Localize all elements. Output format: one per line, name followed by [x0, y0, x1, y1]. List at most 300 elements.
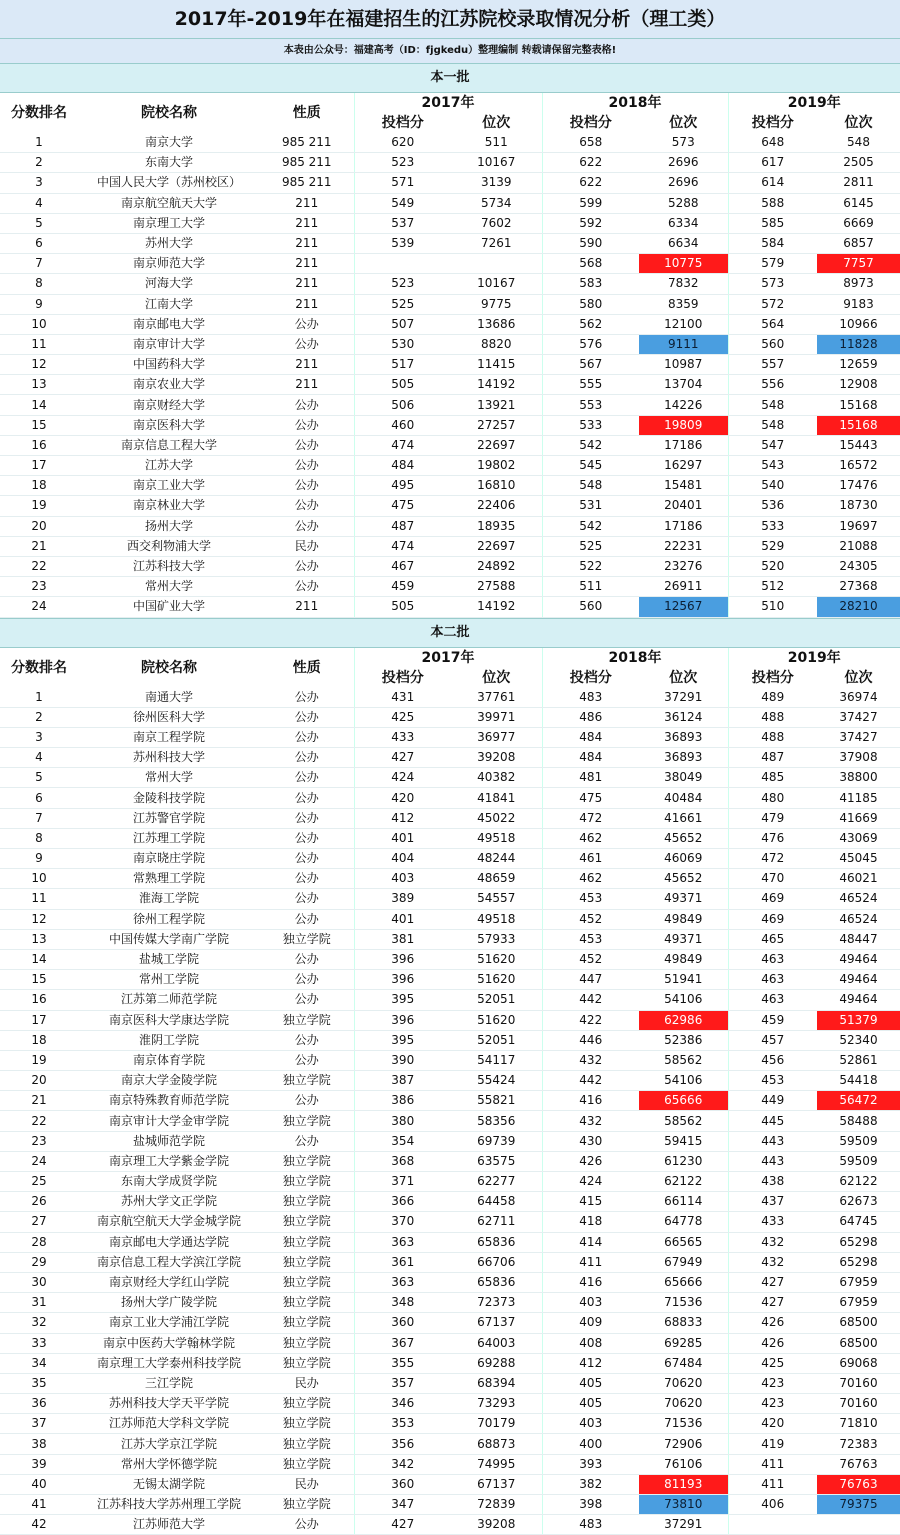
- table-row: [0, 1454, 900, 1474]
- school-name-cell: 苏州大学文正学院: [78, 1192, 260, 1212]
- score-2019-cell: 533: [728, 516, 817, 536]
- school-type-cell: 211: [260, 355, 354, 375]
- position-2019-cell: 2505: [817, 153, 900, 173]
- score-2017-cell: 403: [354, 869, 451, 889]
- position-2017-cell: 37761: [451, 688, 542, 708]
- rank-cell: 5: [0, 768, 78, 788]
- score-2019-cell: 406: [728, 1495, 817, 1515]
- score-2018-cell: 542: [542, 516, 639, 536]
- position-2019-cell: 17476: [817, 476, 900, 496]
- school-name-cell: 盐城师范学院: [78, 1131, 260, 1151]
- score-2017-cell: 357: [354, 1373, 451, 1393]
- score-2018-cell: 452: [542, 949, 639, 969]
- score-2017-cell: 525: [354, 294, 451, 314]
- table-row: [0, 1252, 900, 1272]
- rank-cell: 18: [0, 476, 78, 496]
- score-2018-cell: 442: [542, 990, 639, 1010]
- table-row: [0, 808, 900, 828]
- position-2018-cell: 68833: [639, 1313, 728, 1333]
- section-title: 本一批: [0, 64, 900, 93]
- school-type-cell: 独立学院: [260, 1353, 354, 1373]
- score-2018-cell: 430: [542, 1131, 639, 1151]
- position-2018-cell: 10775: [639, 254, 728, 274]
- school-type-cell: 独立学院: [260, 1454, 354, 1474]
- score-2017-cell: 386: [354, 1091, 451, 1111]
- score-2017-cell: 371: [354, 1172, 451, 1192]
- school-name-cell: 常州工学院: [78, 970, 260, 990]
- header-score: 投档分: [542, 113, 639, 133]
- school-type-cell: 公办: [260, 788, 354, 808]
- position-2017-cell: 49518: [451, 909, 542, 929]
- header-rank: 分数排名: [0, 93, 78, 133]
- position-2017-cell: 52051: [451, 1030, 542, 1050]
- score-2017-cell: 381: [354, 929, 451, 949]
- position-2018-cell: 12567: [639, 597, 728, 617]
- school-type-cell: 民办: [260, 1373, 354, 1393]
- header-position: 位次: [817, 668, 900, 688]
- school-type-cell: 211: [260, 375, 354, 395]
- school-type-cell: 985 211: [260, 153, 354, 173]
- position-2017-cell: 27257: [451, 415, 542, 435]
- score-2017-cell: 460: [354, 415, 451, 435]
- header-school: 院校名称: [78, 648, 260, 688]
- rank-cell: 2: [0, 153, 78, 173]
- school-type-cell: 211: [260, 254, 354, 274]
- score-2019-cell: 411: [728, 1454, 817, 1474]
- table-row: [0, 314, 900, 334]
- school-type-cell: 211: [260, 597, 354, 617]
- position-2019-cell: 43069: [817, 828, 900, 848]
- position-2018-cell: 36893: [639, 748, 728, 768]
- position-2017-cell: 10167: [451, 274, 542, 294]
- school-name-cell: 苏州科技大学天平学院: [78, 1394, 260, 1414]
- position-2018-cell: 52386: [639, 1030, 728, 1050]
- score-2018-cell: 484: [542, 748, 639, 768]
- school-type-cell: 公办: [260, 476, 354, 496]
- score-2017-cell: 353: [354, 1414, 451, 1434]
- position-2019-cell: 11828: [817, 334, 900, 354]
- score-2019-cell: 443: [728, 1131, 817, 1151]
- score-2019-cell: 469: [728, 889, 817, 909]
- position-2019-cell: 70160: [817, 1373, 900, 1393]
- position-2017-cell: 18935: [451, 516, 542, 536]
- table-row: [0, 1151, 900, 1171]
- rank-cell: 39: [0, 1454, 78, 1474]
- header-year-2019: 2019年: [728, 93, 900, 113]
- header-school: 院校名称: [78, 93, 260, 133]
- position-2017-cell: 73293: [451, 1394, 542, 1414]
- school-name-cell: 东南大学: [78, 153, 260, 173]
- score-2017-cell: 474: [354, 435, 451, 455]
- position-2019-cell: 9183: [817, 294, 900, 314]
- table-row: [0, 1515, 900, 1535]
- position-2017-cell: 19802: [451, 456, 542, 476]
- school-type-cell: 985 211: [260, 133, 354, 153]
- school-type-cell: 独立学院: [260, 1495, 354, 1515]
- position-2019-cell: 70160: [817, 1394, 900, 1414]
- rank-cell: 27: [0, 1212, 78, 1232]
- score-2018-cell: 462: [542, 869, 639, 889]
- school-name-cell: 江苏第二师范学院: [78, 990, 260, 1010]
- score-2017-cell: 347: [354, 1495, 451, 1515]
- score-2017-cell: 380: [354, 1111, 451, 1131]
- score-2018-cell: 453: [542, 929, 639, 949]
- score-2018-cell: 548: [542, 476, 639, 496]
- position-2019-cell: 46524: [817, 909, 900, 929]
- school-name-cell: 南京医科大学康达学院: [78, 1010, 260, 1030]
- score-2018-cell: 400: [542, 1434, 639, 1454]
- rank-cell: 41: [0, 1495, 78, 1515]
- rank-cell: 6: [0, 788, 78, 808]
- score-2017-cell: 355: [354, 1353, 451, 1373]
- position-2019-cell: 37427: [817, 707, 900, 727]
- position-2018-cell: 6634: [639, 233, 728, 253]
- position-2019-cell: 19697: [817, 516, 900, 536]
- position-2018-cell: 58562: [639, 1111, 728, 1131]
- position-2017-cell: 54557: [451, 889, 542, 909]
- school-type-cell: 公办: [260, 748, 354, 768]
- position-2019-cell: 6669: [817, 213, 900, 233]
- score-2017-cell: 401: [354, 909, 451, 929]
- position-2017-cell: 22406: [451, 496, 542, 516]
- position-2019-cell: 76763: [817, 1454, 900, 1474]
- position-2017-cell: 27588: [451, 577, 542, 597]
- score-2017-cell: 475: [354, 496, 451, 516]
- school-name-cell: 三江学院: [78, 1373, 260, 1393]
- position-2018-cell: 49371: [639, 929, 728, 949]
- score-2017-cell: 395: [354, 990, 451, 1010]
- score-2019-cell: 432: [728, 1252, 817, 1272]
- rank-cell: 16: [0, 990, 78, 1010]
- position-2019-cell: 8973: [817, 274, 900, 294]
- table-row: [0, 435, 900, 455]
- position-2019-cell: 28210: [817, 597, 900, 617]
- school-type-cell: 独立学院: [260, 1313, 354, 1333]
- school-name-cell: 南京特殊教育师范学院: [78, 1091, 260, 1111]
- score-2019-cell: 463: [728, 990, 817, 1010]
- score-2018-cell: 533: [542, 415, 639, 435]
- school-name-cell: 南京审计大学金审学院: [78, 1111, 260, 1131]
- score-2019-cell: 548: [728, 415, 817, 435]
- rank-cell: 15: [0, 970, 78, 990]
- table-row: [0, 970, 900, 990]
- rank-cell: 22: [0, 556, 78, 576]
- score-2018-cell: 408: [542, 1333, 639, 1353]
- position-2017-cell: 51620: [451, 949, 542, 969]
- rank-cell: 19: [0, 1050, 78, 1070]
- score-2019-cell: 426: [728, 1313, 817, 1333]
- rank-cell: 8: [0, 274, 78, 294]
- school-type-cell: 公办: [260, 314, 354, 334]
- table-row: [0, 173, 900, 193]
- rank-cell: 16: [0, 435, 78, 455]
- position-2018-cell: 37291: [639, 688, 728, 708]
- school-type-cell: 民办: [260, 536, 354, 556]
- position-2019-cell: 41669: [817, 808, 900, 828]
- rank-cell: 32: [0, 1313, 78, 1333]
- position-2019-cell: 51379: [817, 1010, 900, 1030]
- position-2018-cell: 62986: [639, 1010, 728, 1030]
- school-type-cell: 公办: [260, 909, 354, 929]
- table-row: [0, 929, 900, 949]
- score-2018-cell: 382: [542, 1474, 639, 1494]
- school-name-cell: 江南大学: [78, 294, 260, 314]
- school-name-cell: 中国人民大学（苏州校区）: [78, 173, 260, 193]
- position-2017-cell: 67137: [451, 1474, 542, 1494]
- school-name-cell: 南京工程学院: [78, 727, 260, 747]
- table-row: [0, 1091, 900, 1111]
- school-type-cell: 公办: [260, 435, 354, 455]
- position-2019-cell: 48447: [817, 929, 900, 949]
- section-title: 本二批: [0, 618, 900, 648]
- table-row: [0, 828, 900, 848]
- school-name-cell: 江苏师范大学科文学院: [78, 1414, 260, 1434]
- school-type-cell: 独立学院: [260, 1333, 354, 1353]
- position-2019-cell: 46021: [817, 869, 900, 889]
- position-2019-cell: 68500: [817, 1333, 900, 1353]
- score-2018-cell: 422: [542, 1010, 639, 1030]
- position-2017-cell: 48244: [451, 849, 542, 869]
- position-2018-cell: 76106: [639, 1454, 728, 1474]
- rank-cell: 10: [0, 314, 78, 334]
- position-2019-cell: 38800: [817, 768, 900, 788]
- score-2019-cell: 427: [728, 1272, 817, 1292]
- score-2018-cell: 553: [542, 395, 639, 415]
- score-2017-cell: 360: [354, 1474, 451, 1494]
- score-2017-cell: 396: [354, 949, 451, 969]
- school-type-cell: 985 211: [260, 173, 354, 193]
- position-2017-cell: 51620: [451, 970, 542, 990]
- header-score: 投档分: [728, 668, 817, 688]
- rank-cell: 3: [0, 173, 78, 193]
- position-2017-cell: 69739: [451, 1131, 542, 1151]
- school-type-cell: 211: [260, 193, 354, 213]
- school-type-cell: 公办: [260, 828, 354, 848]
- score-2018-cell: 622: [542, 173, 639, 193]
- school-name-cell: 中国传媒大学南广学院: [78, 929, 260, 949]
- position-2018-cell: 14226: [639, 395, 728, 415]
- score-2019-cell: 419: [728, 1434, 817, 1454]
- position-2017-cell: 39208: [451, 1515, 542, 1535]
- school-type-cell: 独立学院: [260, 1071, 354, 1091]
- position-2019-cell: 56472: [817, 1091, 900, 1111]
- score-2017-cell: 505: [354, 375, 451, 395]
- rank-cell: 28: [0, 1232, 78, 1252]
- score-2017-cell: 387: [354, 1071, 451, 1091]
- position-2019-cell: 76763: [817, 1474, 900, 1494]
- school-name-cell: 南京邮电大学: [78, 314, 260, 334]
- score-2019-cell: 510: [728, 597, 817, 617]
- position-2017-cell: 51620: [451, 1010, 542, 1030]
- table-row: [0, 556, 900, 576]
- table-row: [0, 1293, 900, 1313]
- rank-cell: 3: [0, 727, 78, 747]
- table-row: [0, 889, 900, 909]
- school-type-cell: 公办: [260, 1030, 354, 1050]
- position-2017-cell: 16810: [451, 476, 542, 496]
- school-name-cell: 南京信息工程大学: [78, 435, 260, 455]
- score-2018-cell: 567: [542, 355, 639, 375]
- header-score: 投档分: [542, 668, 639, 688]
- school-name-cell: 常州大学: [78, 768, 260, 788]
- score-2017-cell: 467: [354, 556, 451, 576]
- score-2018-cell: 560: [542, 597, 639, 617]
- rank-cell: 36: [0, 1394, 78, 1414]
- school-name-cell: 中国药科大学: [78, 355, 260, 375]
- score-2019-cell: 423: [728, 1373, 817, 1393]
- rank-cell: 2: [0, 707, 78, 727]
- table-row: [0, 1474, 900, 1494]
- table-row: [0, 849, 900, 869]
- rank-cell: 40: [0, 1474, 78, 1494]
- score-2017-cell: 433: [354, 727, 451, 747]
- score-2018-cell: 405: [542, 1373, 639, 1393]
- position-2019-cell: 21088: [817, 536, 900, 556]
- school-type-cell: 211: [260, 213, 354, 233]
- position-2019-cell: 68500: [817, 1313, 900, 1333]
- position-2018-cell: 65666: [639, 1091, 728, 1111]
- header-year-2017: 2017年: [354, 93, 542, 113]
- table-row: [0, 476, 900, 496]
- school-name-cell: 南京工业大学浦江学院: [78, 1313, 260, 1333]
- school-type-cell: 公办: [260, 577, 354, 597]
- score-2018-cell: 432: [542, 1111, 639, 1131]
- score-2018-cell: 542: [542, 435, 639, 455]
- score-2019-cell: 540: [728, 476, 817, 496]
- score-2019-cell: 529: [728, 536, 817, 556]
- position-2017-cell: 45022: [451, 808, 542, 828]
- rank-cell: 14: [0, 395, 78, 415]
- score-2018-cell: 447: [542, 970, 639, 990]
- table-row: [0, 355, 900, 375]
- position-2017-cell: 57933: [451, 929, 542, 949]
- position-2018-cell: 37291: [639, 1515, 728, 1535]
- position-2019-cell: 18730: [817, 496, 900, 516]
- rank-cell: 30: [0, 1272, 78, 1292]
- score-2018-cell: 452: [542, 909, 639, 929]
- rank-cell: 24: [0, 597, 78, 617]
- position-2017-cell: 14192: [451, 375, 542, 395]
- school-type-cell: 211: [260, 233, 354, 253]
- score-2018-cell: 545: [542, 456, 639, 476]
- table-row: [0, 334, 900, 354]
- position-2019-cell: 12908: [817, 375, 900, 395]
- school-type-cell: 公办: [260, 1050, 354, 1070]
- score-2019-cell: 479: [728, 808, 817, 828]
- score-2018-cell: 568: [542, 254, 639, 274]
- rank-cell: 11: [0, 334, 78, 354]
- score-2018-cell: 486: [542, 707, 639, 727]
- school-type-cell: 独立学院: [260, 1212, 354, 1232]
- position-2017-cell: 65836: [451, 1232, 542, 1252]
- table-row: [0, 1111, 900, 1131]
- rank-cell: 20: [0, 516, 78, 536]
- score-2018-cell: 475: [542, 788, 639, 808]
- score-2018-cell: 403: [542, 1293, 639, 1313]
- position-2018-cell: 16297: [639, 456, 728, 476]
- score-2017-cell: 356: [354, 1434, 451, 1454]
- score-2017-cell: [354, 254, 451, 274]
- table-row: [0, 213, 900, 233]
- school-type-cell: 公办: [260, 727, 354, 747]
- position-2019-cell: 2811: [817, 173, 900, 193]
- score-2017-cell: 412: [354, 808, 451, 828]
- score-2019-cell: 459: [728, 1010, 817, 1030]
- school-name-cell: 江苏大学京江学院: [78, 1434, 260, 1454]
- header-position: 位次: [817, 113, 900, 133]
- position-2018-cell: 23276: [639, 556, 728, 576]
- table-row: [0, 193, 900, 213]
- score-2019-cell: 579: [728, 254, 817, 274]
- rank-cell: 4: [0, 193, 78, 213]
- position-2017-cell: 22697: [451, 435, 542, 455]
- position-2019-cell: 62673: [817, 1192, 900, 1212]
- position-2019-cell: 64745: [817, 1212, 900, 1232]
- school-type-cell: 公办: [260, 516, 354, 536]
- table-body: [0, 688, 900, 1535]
- score-2019-cell: 560: [728, 334, 817, 354]
- position-2019-cell: 6857: [817, 233, 900, 253]
- score-2018-cell: 409: [542, 1313, 639, 1333]
- school-type-cell: 独立学院: [260, 1434, 354, 1454]
- school-name-cell: 江苏警官学院: [78, 808, 260, 828]
- rank-cell: 42: [0, 1515, 78, 1535]
- position-2019-cell: 16572: [817, 456, 900, 476]
- rank-cell: 11: [0, 889, 78, 909]
- position-2018-cell: 70620: [639, 1373, 728, 1393]
- score-2019-cell: 437: [728, 1192, 817, 1212]
- position-2017-cell: 67137: [451, 1313, 542, 1333]
- score-2017-cell: 366: [354, 1192, 451, 1212]
- table-row: [0, 727, 900, 747]
- rank-cell: 22: [0, 1111, 78, 1131]
- position-2017-cell: 22697: [451, 536, 542, 556]
- score-2017-cell: 571: [354, 173, 451, 193]
- table-row: [0, 1071, 900, 1091]
- position-2019-cell: [817, 1515, 900, 1535]
- position-2018-cell: 45652: [639, 869, 728, 889]
- score-2017-cell: 396: [354, 1010, 451, 1030]
- score-2019-cell: 617: [728, 153, 817, 173]
- school-type-cell: 公办: [260, 970, 354, 990]
- rank-cell: 17: [0, 1010, 78, 1030]
- table-row: [0, 768, 900, 788]
- position-2018-cell: 73810: [639, 1495, 728, 1515]
- school-name-cell: 江苏大学: [78, 456, 260, 476]
- score-2018-cell: 562: [542, 314, 639, 334]
- score-2019-cell: 488: [728, 727, 817, 747]
- position-2019-cell: 59509: [817, 1131, 900, 1151]
- school-type-cell: 公办: [260, 456, 354, 476]
- school-type-cell: 独立学院: [260, 1172, 354, 1192]
- school-type-cell: 公办: [260, 990, 354, 1010]
- position-2018-cell: 17186: [639, 435, 728, 455]
- score-2019-cell: 614: [728, 173, 817, 193]
- score-2018-cell: 592: [542, 213, 639, 233]
- table-row: [0, 1232, 900, 1252]
- school-name-cell: 江苏师范大学: [78, 1515, 260, 1535]
- position-2018-cell: 54106: [639, 990, 728, 1010]
- rank-cell: 26: [0, 1192, 78, 1212]
- score-2019-cell: 557: [728, 355, 817, 375]
- school-type-cell: 公办: [260, 1515, 354, 1535]
- position-2019-cell: 52861: [817, 1050, 900, 1070]
- rank-cell: 9: [0, 849, 78, 869]
- school-name-cell: 东南大学成贤学院: [78, 1172, 260, 1192]
- rank-cell: 9: [0, 294, 78, 314]
- header-rank: 分数排名: [0, 648, 78, 688]
- table-row: [0, 949, 900, 969]
